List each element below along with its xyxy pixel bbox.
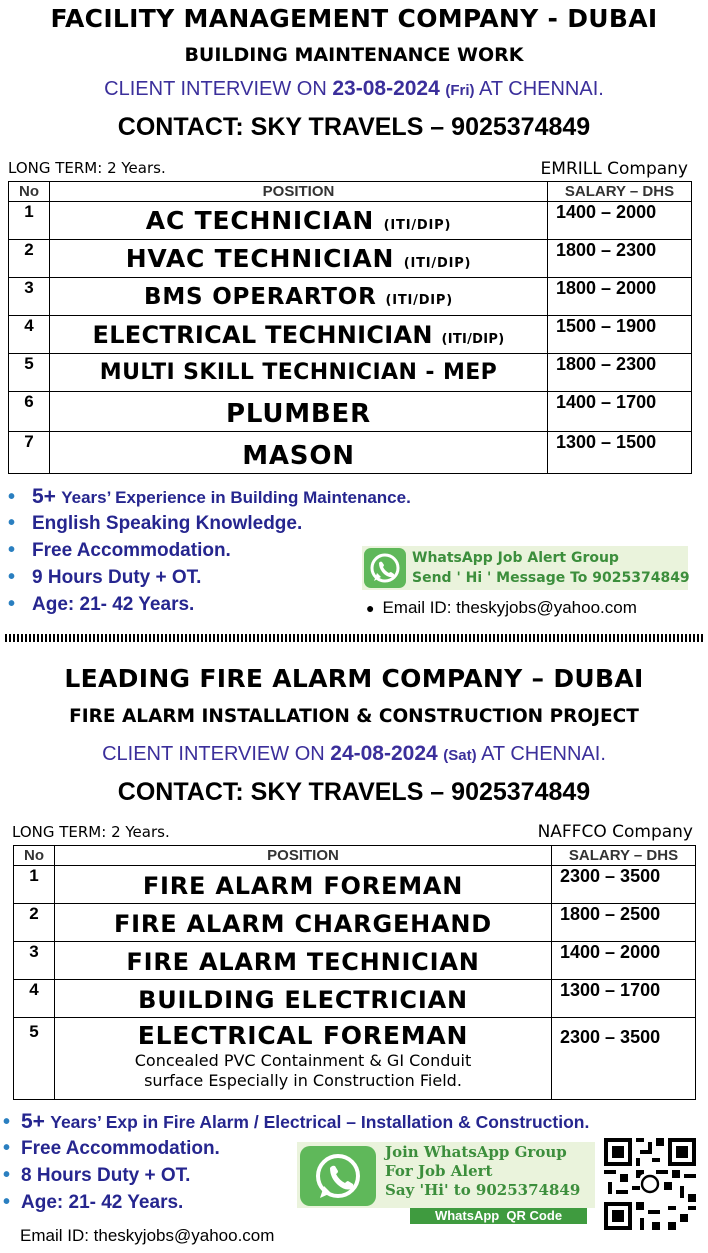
table-row (9, 354, 692, 392)
row-number: 1 (9, 202, 50, 240)
header-salary: SALARY – DHS (552, 846, 696, 866)
row-number: 4 (14, 980, 55, 1018)
section1-requirements (8, 485, 411, 620)
header-no: No (9, 182, 50, 202)
list-item: • Age: 21- 42 Years. (8, 593, 195, 615)
list-item: • 9 Hours Duty + OT. (8, 566, 202, 588)
table-row (14, 1018, 696, 1100)
row-salary: 1300 – 1700 (552, 980, 696, 1018)
row-position: PLUMBER (50, 392, 548, 432)
row-position: FIRE ALARM FOREMAN (55, 866, 552, 904)
row-position: AC TECHNICIAN (ITI/DIP) (50, 202, 548, 240)
section2-contact: CONTACT: SKY TRAVELS – 9025374849 (117, 778, 591, 806)
row-position: ELECTRICAL FOREMAN Concealed PVC Containment & GI Conduit surface Especially in Construction Field. (55, 1018, 552, 1100)
section2-company: NAFFCO Company (537, 822, 693, 842)
row-salary: 1800 – 2500 (552, 904, 696, 942)
row-position: FIRE ALARM CHARGEHAND (55, 904, 552, 942)
whatsapp-line2: For Job Alert (385, 1162, 493, 1180)
row-salary: 1400 – 1700 (548, 392, 692, 432)
row-number: 5 (14, 1018, 55, 1100)
section1-interview: CLIENT INTERVIEW ON 23-08-2024 (Fri) AT CHENNAI. (104, 77, 604, 100)
row-number: 4 (9, 316, 50, 354)
whatsapp-line1: Join WhatsApp Group (385, 1143, 567, 1161)
table-row (9, 316, 692, 354)
row-number: 7 (9, 432, 50, 474)
whatsapp-line1: WhatsApp Job Alert Group (412, 550, 619, 566)
header-salary: SALARY – DHS (548, 182, 692, 202)
table-row (14, 866, 696, 904)
section1-contact: CONTACT: SKY TRAVELS – 9025374849 (117, 113, 591, 141)
list-item: • Free Accommodation. (3, 1137, 220, 1159)
section1-whatsapp-banner (362, 546, 688, 590)
section2-email: Email ID: theskyjobs@yahoo.com (20, 1226, 275, 1245)
table-row (14, 942, 696, 980)
qr-code-label: WhatsApp QR Code (410, 1208, 587, 1224)
qr-code-icon (604, 1138, 696, 1230)
row-number: 3 (9, 278, 50, 316)
row-salary: 1800 – 2300 (548, 354, 692, 392)
section1-term: LONG TERM: 2 Years. (8, 159, 166, 177)
section2-jobs-table (13, 845, 696, 1100)
section1-jobs-table (8, 181, 692, 474)
row-number: 2 (14, 904, 55, 942)
header-position: POSITION (50, 182, 548, 202)
row-salary: 1400 – 2000 (548, 202, 692, 240)
row-number: 1 (14, 866, 55, 904)
list-item: • Free Accommodation. (8, 539, 231, 561)
header-no: No (14, 846, 55, 866)
row-salary: 2300 – 3500 (552, 866, 696, 904)
list-item: • 8 Hours Duty + OT. (3, 1164, 191, 1186)
section1-email: ● Email ID: theskyjobs@yahoo.com (366, 598, 637, 617)
row-salary: 1500 – 1900 (548, 316, 692, 354)
table-row (9, 240, 692, 278)
table-row (14, 980, 696, 1018)
row-position: MASON (50, 432, 548, 474)
table-row (9, 432, 692, 474)
section1-company: EMRILL Company (540, 159, 688, 179)
whatsapp-icon (300, 1146, 376, 1206)
table-header-row (14, 846, 696, 866)
row-position: FIRE ALARM TECHNICIAN (55, 942, 552, 980)
section1-subtitle: BUILDING MAINTENANCE WORK (184, 44, 524, 66)
whatsapp-icon (364, 548, 406, 588)
section2-interview: CLIENT INTERVIEW ON 24-08-2024 (Sat) AT CHENNAI. (102, 742, 606, 765)
row-position: ELECTRICAL TECHNICIAN (ITI/DIP) (50, 316, 548, 354)
header-position: POSITION (55, 846, 552, 866)
list-item: • Age: 21- 42 Years. (3, 1191, 184, 1213)
list-item: • 5+ Years’ Exp in Fire Alarm / Electrical – Installation & Construction. (3, 1110, 590, 1133)
row-position: MULTI SKILL TECHNICIAN - MEP (50, 354, 548, 392)
table-row (14, 904, 696, 942)
row-number: 6 (9, 392, 50, 432)
row-number: 3 (14, 942, 55, 980)
table-row (9, 392, 692, 432)
section-divider (5, 634, 705, 642)
row-salary: 1400 – 2000 (552, 942, 696, 980)
row-position: BMS OPERARTOR (ITI/DIP) (50, 278, 548, 316)
whatsapp-line3: Say 'Hi' to 9025374849 (385, 1181, 581, 1199)
section2-whatsapp-banner (297, 1142, 595, 1208)
row-number: 5 (9, 354, 50, 392)
list-item: • 5+ Years’ Experience in Building Maintenance. (8, 485, 411, 508)
list-item: • English Speaking Knowledge. (8, 512, 303, 534)
section1-title: FACILITY MANAGEMENT COMPANY - DUBAI (50, 4, 658, 33)
table-row (9, 278, 692, 316)
whatsapp-line2: Send ' Hi ' Message To 9025374849 (412, 570, 690, 586)
row-salary: 1800 – 2000 (548, 278, 692, 316)
row-position: HVAC TECHNICIAN (ITI/DIP) (50, 240, 548, 278)
table-header-row (9, 182, 692, 202)
row-position: BUILDING ELECTRICIAN (55, 980, 552, 1018)
section2-subtitle: FIRE ALARM INSTALLATION & CONSTRUCTION PROJECT (69, 706, 639, 727)
row-salary: 1300 – 1500 (548, 432, 692, 474)
row-number: 2 (9, 240, 50, 278)
section2-term: LONG TERM: 2 Years. (12, 823, 170, 841)
row-salary: 2300 – 3500 (552, 1018, 696, 1100)
row-salary: 1800 – 2300 (548, 240, 692, 278)
section2-title: LEADING FIRE ALARM COMPANY – DUBAI (64, 664, 644, 693)
table-row (9, 202, 692, 240)
